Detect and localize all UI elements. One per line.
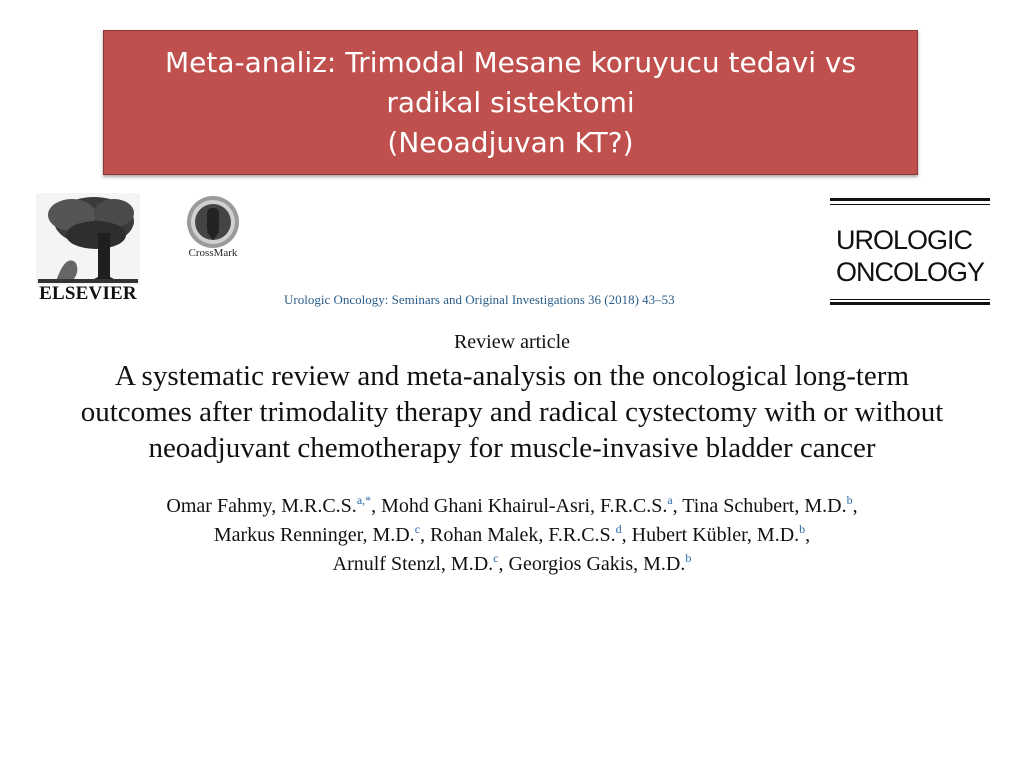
author-affiliation[interactable]: c	[414, 522, 421, 536]
brand-rule-top	[830, 198, 990, 201]
author-line-1	[20, 492, 1004, 521]
author-name: Arnulf Stenzl, M.D.	[332, 553, 494, 575]
author-list	[20, 492, 1004, 579]
author-separator: ,	[805, 524, 811, 546]
author-name: Tina Schubert, M.D.	[682, 495, 847, 517]
journal-brand-line-2: ONCOLOGY	[836, 257, 985, 287]
author-affiliation[interactable]: d	[615, 522, 622, 536]
author-affiliation[interactable]: b	[685, 551, 692, 565]
author-affiliation[interactable]: b	[846, 493, 853, 507]
journal-citation: Urologic Oncology: Seminars and Original Investigations 36 (2018) 43–53	[284, 292, 675, 307]
slide-title-line-2: radikal sistektomi	[386, 85, 635, 119]
author-affiliation[interactable]: a,*	[356, 493, 372, 507]
author-separator: ,	[498, 553, 509, 575]
article-title	[20, 358, 1004, 466]
author-name: Hubert Kübler, M.D.	[631, 524, 800, 546]
author-name: Rohan Malek, F.R.C.S.	[430, 524, 616, 546]
slide-title-box	[103, 30, 918, 175]
author-name: Mohd Ghani Khairul-Asri, F.R.C.S.	[381, 495, 668, 517]
author-separator: ,	[420, 524, 431, 546]
article-type: Review article	[453, 331, 571, 353]
brand-rule-top-thin	[830, 204, 990, 205]
article-title-line-2: outcomes after trimodality therapy and radical cystectomy with or without	[80, 396, 944, 428]
journal-brand-text	[836, 224, 990, 288]
article-title-line-3: neoadjuvant chemotherapy for muscle-invasive bladder cancer	[148, 432, 876, 464]
elsevier-tree-icon	[36, 193, 140, 285]
article-title-line-1: A systematic review and meta-analysis on the oncological long-term	[114, 360, 910, 392]
slide-title-line-3: (Neoadjuvan KT?)	[387, 125, 634, 159]
elsevier-wordmark: ELSEVIER	[39, 283, 137, 304]
author-line-3	[20, 550, 1004, 579]
author-name: Omar Fahmy, M.R.C.S.	[166, 495, 357, 517]
author-affiliation[interactable]: b	[799, 522, 806, 536]
crossmark-icon	[185, 194, 241, 250]
slide-title-line-1: Meta-analiz: Trimodal Mesane koruyucu tedavi vs	[164, 45, 857, 79]
author-separator: ,	[371, 495, 382, 517]
crossmark-label: CrossMark	[188, 247, 238, 259]
author-affiliation[interactable]: a	[667, 493, 673, 507]
author-name: Georgios Gakis, M.D.	[508, 553, 686, 575]
crossmark-badge[interactable]	[178, 194, 248, 264]
author-separator: ,	[621, 524, 632, 546]
author-line-2	[20, 521, 1004, 550]
journal-brand-line-1: UROLOGIC	[836, 225, 973, 255]
author-affiliation[interactable]: c	[493, 551, 499, 565]
brand-rule-bottom-thin	[830, 299, 990, 300]
journal-brand-logo	[830, 198, 990, 308]
author-name: Markus Renninger, M.D.	[213, 524, 415, 546]
elsevier-logo	[36, 193, 140, 311]
author-separator: ,	[672, 495, 683, 517]
brand-rule-bottom	[830, 302, 990, 305]
author-separator: ,	[852, 495, 858, 517]
